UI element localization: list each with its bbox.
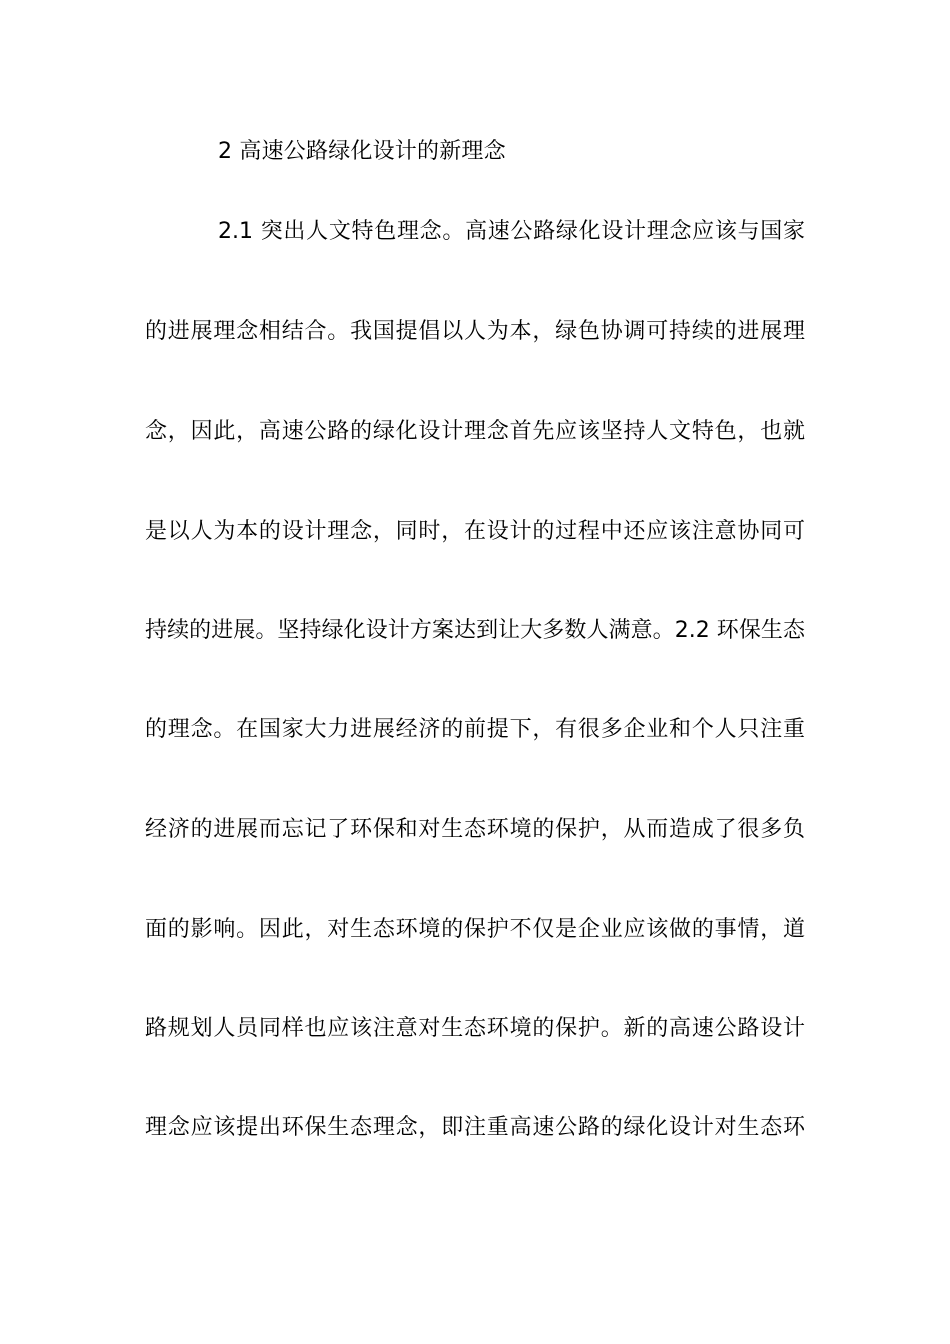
- paragraph-line: 是以人为本的设计理念，同时，在设计的过程中还应该注意协同可: [145, 519, 805, 544]
- paragraph-line: 的理念。在国家大力进展经济的前提下，有很多企业和个人只注重: [145, 717, 805, 742]
- paragraph-line: 经济的进展而忘记了环保和对生态环境的保护，从而造成了很多负: [145, 817, 805, 842]
- paragraph-line: 念，因此，高速公路的绿化设计理念首先应该坚持人文特色，也就: [145, 419, 805, 444]
- section-heading: 2 高速公路绿化设计的新理念: [218, 139, 506, 164]
- paragraph-line: 理念应该提出环保生态理念，即注重高速公路的绿化设计对生态环: [145, 1115, 805, 1140]
- paragraph-line: 面的影响。因此，对生态环境的保护不仅是企业应该做的事情，道: [145, 917, 805, 942]
- paragraph-line: 持续的进展。坚持绿化设计方案达到让大多数人满意。2.2 环保生态: [145, 618, 805, 643]
- paragraph-line: 2.1 突出人文特色理念。高速公路绿化设计理念应该与国家: [218, 219, 805, 244]
- paragraph-line: 的进展理念相结合。我国提倡以人为本，绿色协调可持续的进展理: [145, 319, 805, 344]
- paragraph-line: 路规划人员同样也应该注意对生态环境的保护。新的高速公路设计: [145, 1016, 805, 1041]
